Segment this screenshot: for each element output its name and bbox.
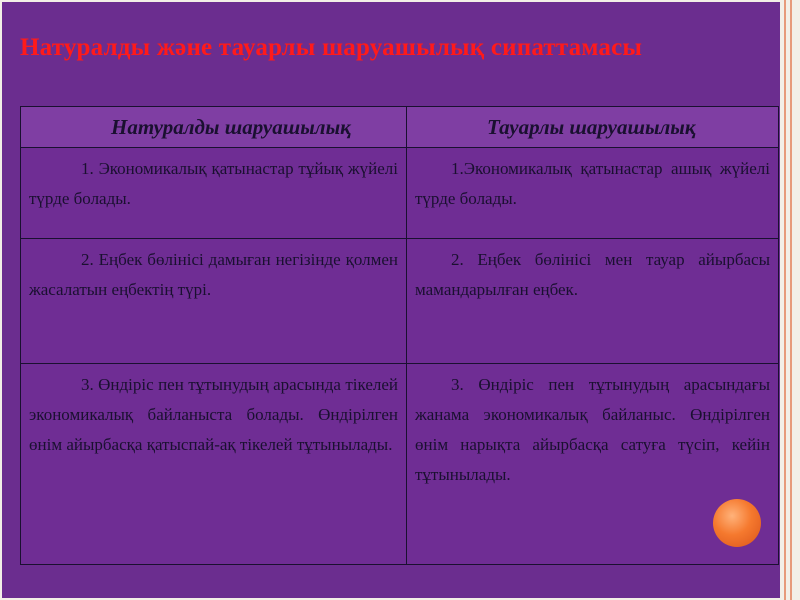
cell-text: 1. Экономикалық қатынастар тұйық жүйелі түрде болады. — [29, 159, 398, 208]
cell-text: 2. Еңбек бөлінісі дамыған негізінде қолмен жасалатын еңбектің түрі. — [29, 250, 398, 299]
slide-title: Натуралды және тауарлы шаруашылық сипаттамасы — [20, 34, 643, 61]
orange-circle-decoration — [713, 499, 761, 547]
header-commodity-economy: Тауарлы шаруашылық — [407, 107, 779, 148]
cell-text: 3. Өндіріс пен тұтынудың арасында тікелей экономикалық байланыста болады. Өндірілген өнім айырбасқа қатыспай-ақ тікелей тұтынылады. — [29, 375, 398, 454]
table-cell — [407, 239, 779, 364]
right-rail-line-2 — [790, 0, 792, 600]
table-header-row — [21, 107, 779, 148]
cell-text: 1.Экономикалық қатынастар ашық жүйелі түрде болады. — [415, 159, 770, 208]
cell-text: 2. Еңбек бөлінісі мен тауар айырбасы мамандарылған еңбек. — [415, 250, 770, 299]
table-row — [21, 148, 779, 239]
table-row — [21, 239, 779, 364]
table-cell — [21, 148, 407, 239]
table-cell — [21, 364, 407, 565]
right-rail-line — [784, 0, 786, 600]
comparison-table — [20, 106, 779, 565]
table-cell — [21, 239, 407, 364]
cell-text: 3. Өндіріс пен тұтынудың арасындағы жанама экономикалық байланыс. Өндірілген өнім нарықта айырбасқа сатуға түсіп, кейін тұтынылады. — [415, 375, 770, 484]
table-row — [21, 364, 779, 565]
header-natural-economy: Натуралды шаруашылық — [21, 107, 407, 148]
table-cell — [407, 148, 779, 239]
